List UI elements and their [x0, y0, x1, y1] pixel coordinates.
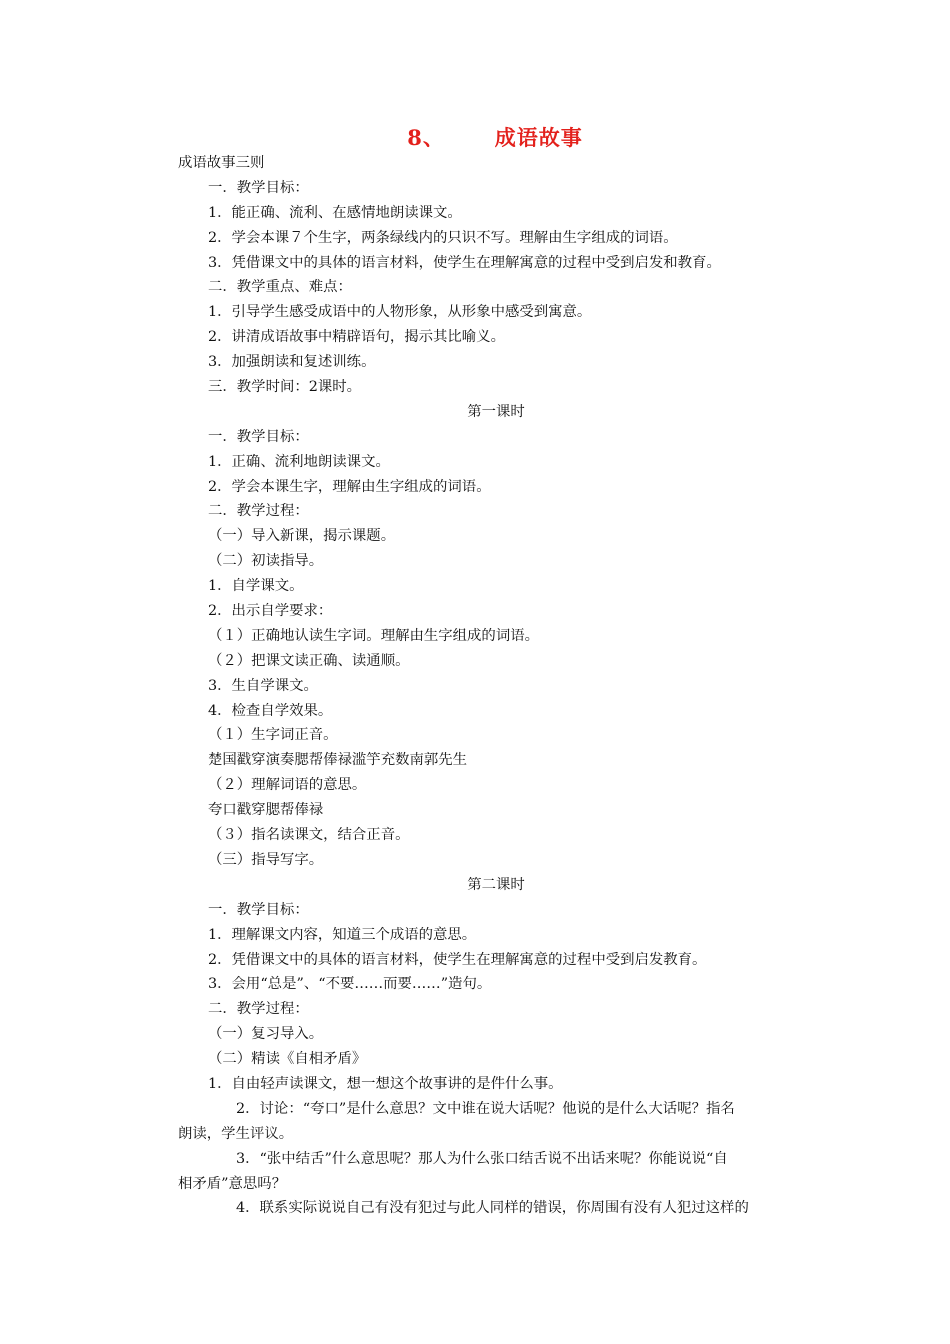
text-line: 4．检查自学效果。	[208, 702, 333, 719]
text-line: 1．自学课文。	[208, 578, 304, 595]
page-title: 8、 成语故事	[407, 125, 583, 150]
text-line: 2．讨论：“夸口”是什么意思？文中谁在说大话呢？他说的是什么大话呢？指名	[236, 1100, 735, 1117]
text-line: 3．生自学课文。	[208, 677, 318, 694]
text-line: 3．会用“总是”、“不要……而要……”造句。	[208, 976, 492, 993]
section-heading: 第二课时	[467, 876, 525, 893]
text-line: 1．能正确、流利、在感情地朗读课文。	[208, 204, 462, 221]
text-line: 4．联系实际说说自己有没有犯过与此人同样的错误，你周围有没有人犯过这样的	[236, 1200, 749, 1217]
text-line: 楚国戳穿演奏腮帮俸禄滥竽充数南郭先生	[208, 752, 468, 769]
text-line: 二．教学过程：	[208, 1001, 309, 1018]
text-line: 3．加强朗读和复述训练。	[208, 354, 376, 371]
text-line: 2．凭借课文中的具体的语言材料，使学生在理解寓意的过程中受到启发教育。	[208, 951, 707, 968]
text-line: （二）精读《自相矛盾》	[208, 1051, 367, 1068]
text-line: （三）指导写字。	[208, 851, 324, 868]
text-line: 夸口戳穿腮帮俸禄	[208, 802, 324, 819]
text-line: 一．教学目标：	[208, 428, 309, 445]
text-line: 2．学会本课７个生字，两条绿线内的只识不写。理解由生字组成的词语。	[208, 229, 678, 246]
text-line: 1．引导学生感受成语中的人物形象，从形象中感受到寓意。	[208, 304, 592, 321]
text-line: 2．学会本课生字，理解由生字组成的词语。	[208, 478, 491, 495]
text-line: 3．“张中结舌”什么意思呢？那人为什么张口结舌说不出话来呢？你能说说“自	[236, 1150, 728, 1167]
text-line: （二）初读指导。	[208, 553, 324, 570]
text-line: 相矛盾”意思吗？	[178, 1175, 287, 1192]
text-line: 一．教学目标：	[208, 901, 309, 918]
text-line: 1．正确、流利地朗读课文。	[208, 453, 390, 470]
text-line: 二．教学过程：	[208, 503, 309, 520]
document-body	[178, 151, 814, 1221]
text-line: 3．凭借课文中的具体的语言材料，使学生在理解寓意的过程中受到启发和教育。	[208, 254, 721, 271]
text-line: 一．教学目标：	[208, 179, 309, 196]
text-line: 2．出示自学要求：	[208, 603, 333, 620]
text-line: 朗读，学生评议。	[178, 1125, 294, 1142]
text-line: （一）复习导入。	[208, 1026, 324, 1043]
text-line: （１）生字词正音。	[208, 727, 338, 744]
text-line: 二．教学重点、难点：	[208, 279, 352, 296]
text-line: （２）把课文读正确、读通顺。	[208, 652, 410, 669]
text-line: 2．讲清成语故事中精辟语句，揭示其比喻义。	[208, 329, 505, 346]
text-line: （２）理解词语的意思。	[208, 777, 367, 794]
text-line: 成语故事三则	[178, 155, 265, 171]
section-heading: 第一课时	[467, 403, 525, 420]
text-line: 三．教学时间：2课时。	[208, 379, 362, 396]
text-line: 1．理解课文内容，知道三个成语的意思。	[208, 926, 477, 943]
text-line: （１）正确地认读生字词。理解由生字组成的词语。	[208, 627, 539, 644]
text-line: 1．自由轻声读课文，想一想这个故事讲的是件什么事。	[208, 1075, 563, 1092]
text-line: （３）指名读课文，结合正音。	[208, 827, 410, 844]
text-line: （一）导入新课，揭示课题。	[208, 528, 396, 545]
